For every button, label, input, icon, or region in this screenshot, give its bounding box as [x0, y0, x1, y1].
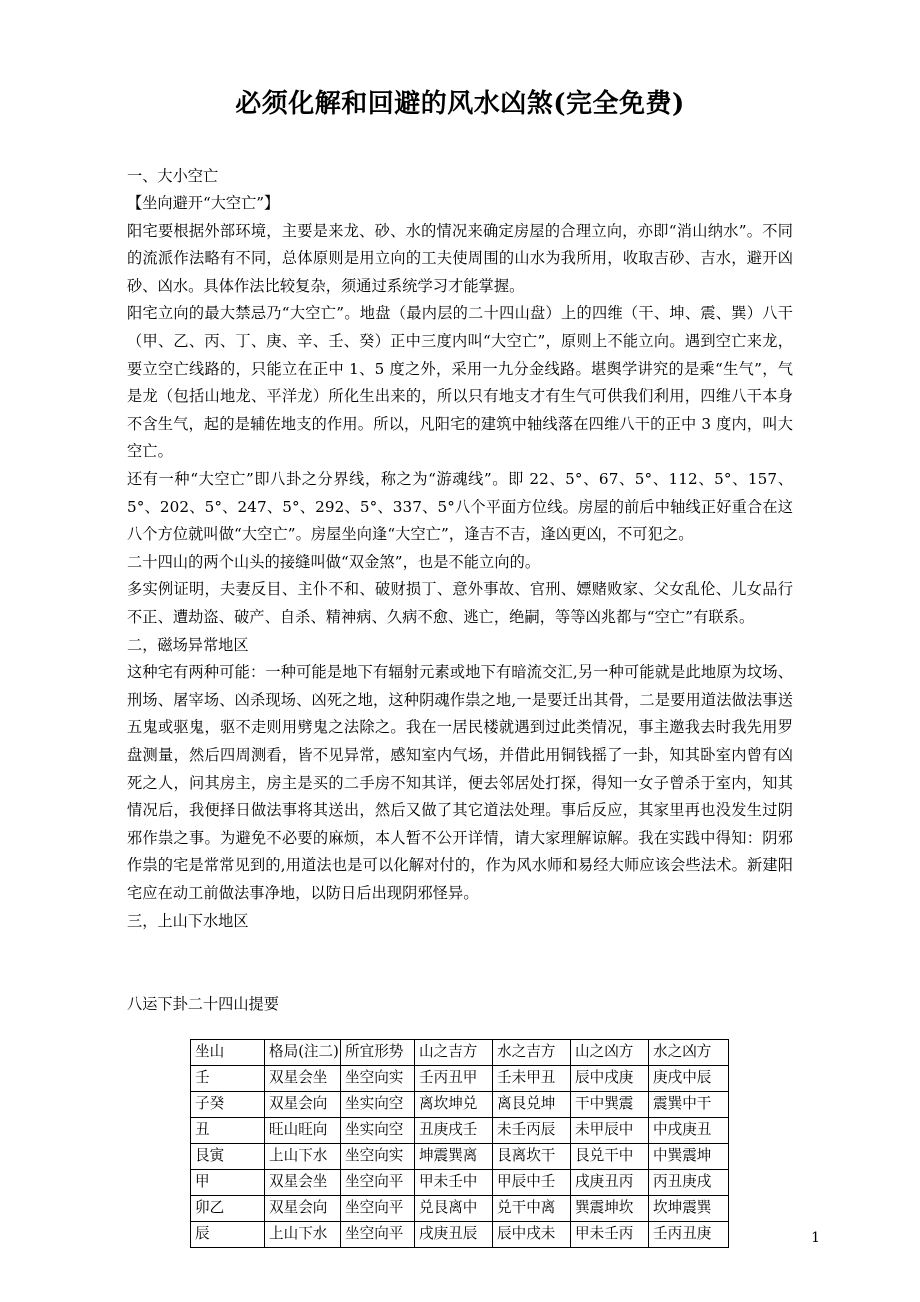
- section-heading-3: 三，上山下水地区: [127, 911, 249, 930]
- table-cell: 中巽震坤: [649, 1143, 729, 1169]
- table-cell: 甲: [191, 1169, 265, 1195]
- table-cell: 丑庚戌壬: [415, 1117, 493, 1143]
- paragraph-1-4: 二十四山的两个山头的接缝叫做“双金煞”，也是不能立向的。: [127, 552, 541, 571]
- document-content: [127, 0, 793, 1248]
- table-cell: 子癸: [191, 1091, 265, 1117]
- table-row: [191, 1221, 729, 1247]
- table-cell: 上山下水: [265, 1143, 341, 1169]
- table-cell: 震巽中干: [649, 1091, 729, 1117]
- table-row: [191, 1195, 729, 1221]
- table-cell: 艮兑干中: [571, 1143, 649, 1169]
- table-cell: 未甲辰中: [571, 1117, 649, 1143]
- table-cell: 坎坤震巽: [649, 1195, 729, 1221]
- table-cell: 未壬丙辰: [493, 1117, 571, 1143]
- paragraph-1-1: 阳宅要根据外部环境，主要是来龙、砂、水的情况来确定房屋的合理立向，亦即“消山纳水”。不同的流派作法略有不同，总体原则是用立向的工夫使周围的山水为我所用，收取吉砂、吉水，避开凶砂、凶水。具体作法比较复杂，须通过系统学习才能掌握。: [127, 221, 793, 295]
- table-cell: 坐空向实: [341, 1065, 415, 1091]
- table-cell: 壬丙丑甲: [415, 1065, 493, 1091]
- table-cell: 甲未壬丙: [571, 1221, 649, 1247]
- table-cell: 坐空向平: [341, 1221, 415, 1247]
- table-caption: 八运下卦二十四山提要: [127, 995, 279, 1014]
- page-title: 必须化解和回避的风水凶煞(完全免费): [235, 89, 685, 119]
- table-row: [191, 1169, 729, 1195]
- table-cell: 双星会坐: [265, 1065, 341, 1091]
- table-cell: 坐空向平: [341, 1195, 415, 1221]
- page-number: 1: [811, 1230, 820, 1246]
- table-cell: 戌庚丑辰: [415, 1221, 493, 1247]
- table-cell: 干中巽震: [571, 1091, 649, 1117]
- table-cell: 离坎坤兑: [415, 1091, 493, 1117]
- section-heading-1: 一、大小空亡: [127, 166, 219, 185]
- table-cell: 庚戌中辰: [649, 1065, 729, 1091]
- table-row: [191, 1117, 729, 1143]
- table-cell: 丑: [191, 1117, 265, 1143]
- table-cell: 甲辰中壬: [493, 1169, 571, 1195]
- table-header-cell: 水之凶方: [649, 1039, 729, 1065]
- table-cell: 辰: [191, 1221, 265, 1247]
- table-cell: 丙丑庚戌: [649, 1169, 729, 1195]
- table-header-cell: 山之凶方: [571, 1039, 649, 1065]
- twenty-four-mountains-table: [190, 1039, 729, 1248]
- table-cell: 中戌庚丑: [649, 1117, 729, 1143]
- table-cell: 甲未壬中: [415, 1169, 493, 1195]
- table-header-row: [191, 1039, 729, 1065]
- table-cell: 坤震巽离: [415, 1143, 493, 1169]
- table-header-cell: 坐山: [191, 1039, 265, 1065]
- table-cell: 兑艮离中: [415, 1195, 493, 1221]
- table-cell: 艮离坎干: [493, 1143, 571, 1169]
- table-body: [191, 1039, 729, 1247]
- table-cell: 坐空向平: [341, 1169, 415, 1195]
- document-body: [127, 163, 793, 1248]
- table-cell: 上山下水: [265, 1221, 341, 1247]
- table-header-cell: 所宜形势: [341, 1039, 415, 1065]
- paragraph-2-1: 这种宅有两种可能：一种可能是地下有辐射元素或地下有暗流交汇,另一种可能就是此地原为坟场、刑场、屠宰场、凶杀现场、凶死之地，这种阴魂作祟之地,一是要迁出其骨，二是要用道法做法事送五鬼或驱鬼，驱不走则用劈鬼之法除之。我在一居民楼就遇到过此类情况，事主邀我去时我先用罗盘测量，然后四周测看，皆不见异常，感知室内气场，并借此用铜钱摇了一卦，知其卧室内曾有凶死之人，问其房主，房主是买的二手房不知其详，便去邻居处打探，得知一女子曾杀于室内，知其情况后，我便择日做法事将其送出，然后又做了其它道法处理。事后反应，其家里再也没发生过阴邪作祟之事。为避免不必要的麻烦，本人暂不公开详情，请大家理解谅解。我在实践中得知：阴邪作祟的宅是常常见到的,用道法也是可以化解对付的，作为风水师和易经大师应该会些法术。新建阳宅应在动工前做法事净地，以防日后出现阴邪怪异。: [127, 663, 793, 902]
- table-cell: 壬丙丑庚: [649, 1221, 729, 1247]
- table-container: [190, 1039, 793, 1248]
- table-cell: 坐实向空: [341, 1091, 415, 1117]
- table-cell: 辰中戌未: [493, 1221, 571, 1247]
- table-cell: 坐实向空: [341, 1117, 415, 1143]
- table-cell: 辰中戌庚: [571, 1065, 649, 1091]
- section-subheading-1: 【坐向避开“大空亡”】: [127, 194, 280, 213]
- table-cell: 壬未甲丑: [493, 1065, 571, 1091]
- table-cell: 壬: [191, 1065, 265, 1091]
- section-heading-2: 二，磁场异常地区: [127, 635, 249, 654]
- table-cell: 戌庚丑丙: [571, 1169, 649, 1195]
- table-row: [191, 1143, 729, 1169]
- table-cell: 旺山旺向: [265, 1117, 341, 1143]
- table-cell: 双星会坐: [265, 1169, 341, 1195]
- table-cell: 巽震坤坎: [571, 1195, 649, 1221]
- table-cell: 双星会向: [265, 1091, 341, 1117]
- table-cell: 艮寅: [191, 1143, 265, 1169]
- paragraph-1-2: 阳宅立向的最大禁忌乃“大空亡”。地盘（最内层的二十四山盘）上的四维（干、坤、震、巽）八干（甲、乙、丙、丁、庚、辛、壬、癸）正中三度内叫“大空亡”，原则上不能立向。遇到空亡来龙，要立空亡线路的，只能立在正中 1、5 度之外，采用一九分金线路。堪舆学讲究的是乘“生气”，气是龙（包括山地龙、平洋龙）所化生出来的，所以只有地支才有生气可供我们利用，四维八干本身不含生气，起的是辅佐地支的作用。所以，凡阳宅的建筑中轴线落在四维八干的正中 3 度内，叫大空亡。: [127, 304, 793, 461]
- table-cell: 兑干中离: [493, 1195, 571, 1221]
- table-row: [191, 1091, 729, 1117]
- paragraph-1-5: 多实例证明，夫妻反目、主仆不和、破财损丁、意外事故、官刑、嫖赌败家、父女乱伦、儿女品行不正、遭劫盗、破产、自杀、精神病、久病不愈、逃亡，绝嗣，等等凶兆都与“空亡”有联系。: [127, 580, 793, 626]
- table-header-cell: 山之吉方: [415, 1039, 493, 1065]
- paragraph-1-3: 还有一种“大空亡”即八卦之分界线，称之为“游魂线”。即 22、5°、67、5°、112、5°、157、5°、202、5°、247、5°、292、5°、337、5°八个平面方位线。房屋的前后中轴线正好重合在这八个方位就叫做“大空亡”。房屋坐向逢“大空亡”，逢吉不吉，逢凶更凶，不可犯之。: [127, 470, 793, 544]
- table-cell: 离艮兑坤: [493, 1091, 571, 1117]
- table-row: [191, 1065, 729, 1091]
- table-cell: 卯乙: [191, 1195, 265, 1221]
- section-spacer: [127, 935, 793, 991]
- table-header-cell: 水之吉方: [493, 1039, 571, 1065]
- table-header-cell: 格局(注二): [265, 1039, 341, 1065]
- table-cell: 双星会向: [265, 1195, 341, 1221]
- table-cell: 坐空向实: [341, 1143, 415, 1169]
